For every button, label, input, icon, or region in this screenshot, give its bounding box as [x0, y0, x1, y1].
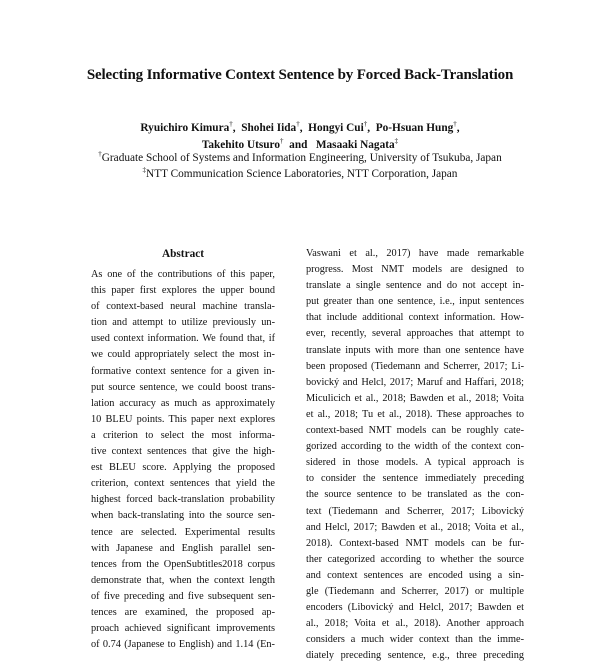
body-line: ther categorized according to whether the source — [306, 553, 524, 565]
author-name: Hongyi Cui — [308, 122, 364, 134]
body-line: considers a much wider context than the imme- — [306, 634, 524, 646]
abstract-line: proach achieved significant improvements — [91, 623, 275, 635]
abstract-heading: Abstract — [161, 248, 205, 260]
author-name: Shohei Iida — [241, 122, 297, 134]
body-line: diately preceding sentence, e.g., three preceding — [306, 650, 524, 662]
abstract-line: est BLEU score. Applying the proposed — [91, 462, 275, 474]
abstract-line: formative context sentence for a given in- — [91, 365, 275, 377]
affiliation-mark: † — [280, 136, 284, 145]
affiliation-mark: † — [453, 120, 457, 129]
abstract-line: of five preceding and five subsequent sen- — [91, 590, 275, 602]
abstract-column — [91, 267, 275, 653]
affiliation-block — [0, 150, 600, 182]
affiliation-mark: † — [363, 120, 368, 129]
author-block — [0, 120, 600, 153]
abstract-line: lation accuracy as much as approximately — [91, 397, 275, 409]
abstract-line: a criterion to select the most informa- — [91, 429, 275, 441]
author-separator: , — [456, 122, 460, 134]
author-separator: , — [299, 122, 306, 134]
body-line: and context sentences are encoded using a sin- — [306, 569, 524, 581]
body-line: put greater than one sentence, i.e., input sentences — [306, 296, 524, 308]
body-line: bovický and Helcl, 2017; Maruf and Haffari, 2018; — [306, 376, 524, 388]
author-name: Takehito Utsuro — [201, 138, 281, 151]
affiliation-mark: † — [296, 120, 300, 129]
author-line-1 — [0, 120, 600, 137]
body-line: that include additional context information. How- — [306, 312, 524, 324]
affiliation-mark: ‡ — [394, 136, 399, 145]
abstract-line: tive context sentences that give the high- — [91, 446, 275, 458]
body-line: Miculicich et al., 2018; Bawden et al., 2018; Voita — [306, 392, 524, 404]
affiliation-text: NTT Communication Science Laboratories, NTT Corporation, Japan — [146, 168, 458, 180]
abstract-line: tion and attempt to utilize previously un- — [91, 317, 275, 329]
author-name: Ryuichiro Kimura — [140, 122, 230, 134]
abstract-line: tences from the OpenSubtitles2018 corpus — [91, 558, 275, 570]
abstract-line: of 0.74 (Japanese to English) and 1.14 (En- — [91, 639, 275, 651]
abstract-line: As one of the contributions of this paper, — [91, 269, 275, 280]
body-line: to consider the sentence immediately preceding — [306, 473, 524, 485]
author-separator: and — [283, 138, 314, 151]
affiliation-text: Graduate School of Systems and Information Engineering, University of Tsukuba, Japan — [101, 152, 502, 164]
body-column — [306, 246, 524, 664]
body-line: ever, recently, several approaches that attempt to — [306, 328, 524, 340]
author-separator: , — [367, 122, 373, 134]
abstract-line: tences are examined, the proposed ap- — [91, 606, 275, 618]
body-line: progress. Most NMT models are designed to — [306, 264, 524, 276]
body-line: et al., 2018; Tu et al., 2018). These approaches to — [306, 408, 524, 420]
affiliation-line — [0, 166, 600, 182]
affiliation-mark: † — [229, 120, 233, 129]
abstract-line: criterion, context sentences that yield the — [91, 478, 275, 490]
affiliation-mark: ‡ — [142, 166, 147, 175]
abstract-line: when back-translating into the source sen- — [91, 510, 275, 522]
paper-title: Selecting Informative Context Sentence by Forced Back-Translation — [86, 67, 514, 83]
affiliation-line — [0, 150, 600, 166]
body-line: encoders (Libovický and Helcl, 2017; Bawden et — [306, 602, 524, 614]
abstract-line: this paper first explores the upper bound — [91, 285, 275, 297]
author-name: Po-Hsuan Hung — [375, 122, 454, 134]
author-name: Masaaki Nagata — [315, 138, 395, 151]
abstract-line: used context information. We found that, if — [91, 333, 275, 345]
body-line: al., 2018; Voita et al., 2018). Another approach — [306, 618, 524, 630]
abstract-line: of context-based neural machine transla- — [91, 301, 275, 313]
abstract-line: 10 BLEU points. This paper next explores — [91, 413, 275, 425]
body-line: translate a single sentence and do not accept in- — [306, 280, 524, 292]
abstract-line: demonstrate that, when the context length — [91, 574, 275, 586]
body-line: translate inputs with more than one sentence have — [306, 344, 524, 356]
body-line: 2018). Context-based NMT models can be fur- — [306, 537, 524, 549]
author-separator: , — [232, 122, 239, 134]
abstract-line: tence are selected. Experimental results — [91, 526, 275, 538]
body-line: context-based NMT models can be roughly cate- — [306, 425, 524, 437]
body-line: gorized according to the width of the context con- — [306, 441, 524, 453]
abstract-line: put source sentence, we could boost trans- — [91, 381, 275, 393]
body-line: sidered in those models. A typical approach is — [306, 457, 524, 469]
body-line: the source sentence to be translated as the con- — [306, 489, 524, 501]
body-line: been proposed (Tiedemann and Scherrer, 2017; Li- — [306, 360, 524, 372]
abstract-line: highest forced back-translation probability — [91, 494, 275, 506]
body-line: Vaswani et al., 2017) have made remarkable — [306, 248, 524, 259]
affiliation-mark: † — [98, 150, 102, 159]
abstract-line: we could appropriately select the most in- — [91, 349, 275, 361]
body-line: gle (Tiedemann and Scherrer, 2017) or multiple — [306, 585, 524, 597]
abstract-line: with Japanese and English parallel sen- — [91, 542, 275, 554]
body-line: and Helcl, 2017; Bawden et al., 2018; Voita et al., — [306, 521, 524, 533]
body-line: text (Tiedemann and Scherrer, 2017; Libovický — [306, 505, 524, 517]
